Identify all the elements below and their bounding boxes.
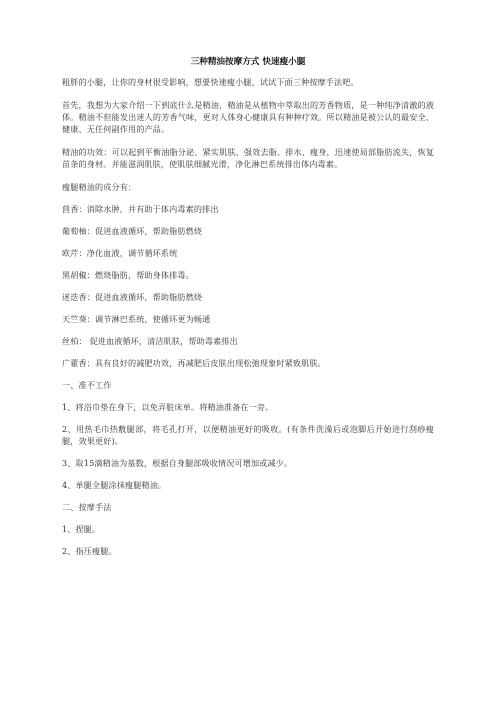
paragraph-intro: 粗胖的小腿，让你的身材很受影响，想要快速瘦小腿，试试下面三种按摩手法吧。 [62,77,359,87]
document-title: 三种精油按摩方式 快速瘦小腿 [190,57,306,67]
section-heading-preparation: 一、准不工作 [62,380,112,390]
preparation-step-3: 3、取15滴精油为基数，根据自身腿部吸收情况可增加或减少。 [62,458,293,468]
ingredient-cypress: 丝柏： 促进血液循环，清洁肌肤，帮助毒素排出 [62,336,238,346]
ingredient-fennel: 茴香：消除水肿，并有助于体内毒素的排出 [62,204,219,214]
ingredient-patchouli: 广藿香：具有良好的减肥功效，再减肥后皮肤出现松弛现象时紧致肌肤。 [62,358,326,368]
ingredient-grapefruit: 葡萄柚：促进血液循环，帮助脂肪燃烧 [62,226,203,236]
ingredient-parsley: 欧芹：净化血液，调节循环系统 [62,248,178,258]
preparation-step-4: 4、单腿全腿涂抹瘦腿精油。 [62,480,167,490]
preparation-step-1: 1、将浴巾垫在身下，以免弄脏床单。将精油准备在一旁。 [62,402,274,412]
paragraph-ingredients-heading: 瘦腿精油的成分有： [62,182,137,192]
ingredient-geranium: 天竺葵：调节淋巴系统，使循环更为畅通 [62,314,211,324]
paragraph-what-is-oil: 首先，我想为大家介绍一下到底什么是精油，精油是从植物中萃取出的芳香物质，是一种纯净清澈的液体。精油不但能发出迷人的芳香气味，更对人体身心健康具有种种疗效。所以精油是被公认的最安全、健康、无任何副作用的产品。 [62,100,434,134]
section-heading-massage: 二、按摩手法 [62,502,112,512]
ingredient-rosemary: 迷迭香：促进血液循环，帮助脂肪燃烧 [62,292,203,302]
massage-step-1: 1、捏腿。 [62,524,101,534]
ingredient-black-pepper: 黑胡椒：燃烧脂肪，帮助身体排毒。 [62,270,194,280]
massage-step-2: 2、指压瘦腿。 [62,546,117,556]
document-page [62,56,434,567]
paragraph-oil-effects: 精油的功效：可以起到平衡油脂分泌、紧实肌肤、强效去脂、排水、瘦身，迅速使局部脂肪流失，恢复苗条的身材。并能滋润肌肤，使肌肤细腻光滑，净化淋巴系统排出体内毒素。 [62,147,434,169]
preparation-step-2: 2、用热毛巾热敷腿部，将毛孔打开，以便精油更好的吸收。(有条件洗澡后或泡脚后开始进行刮痧瘦腿，效果更好)。 [62,424,434,446]
